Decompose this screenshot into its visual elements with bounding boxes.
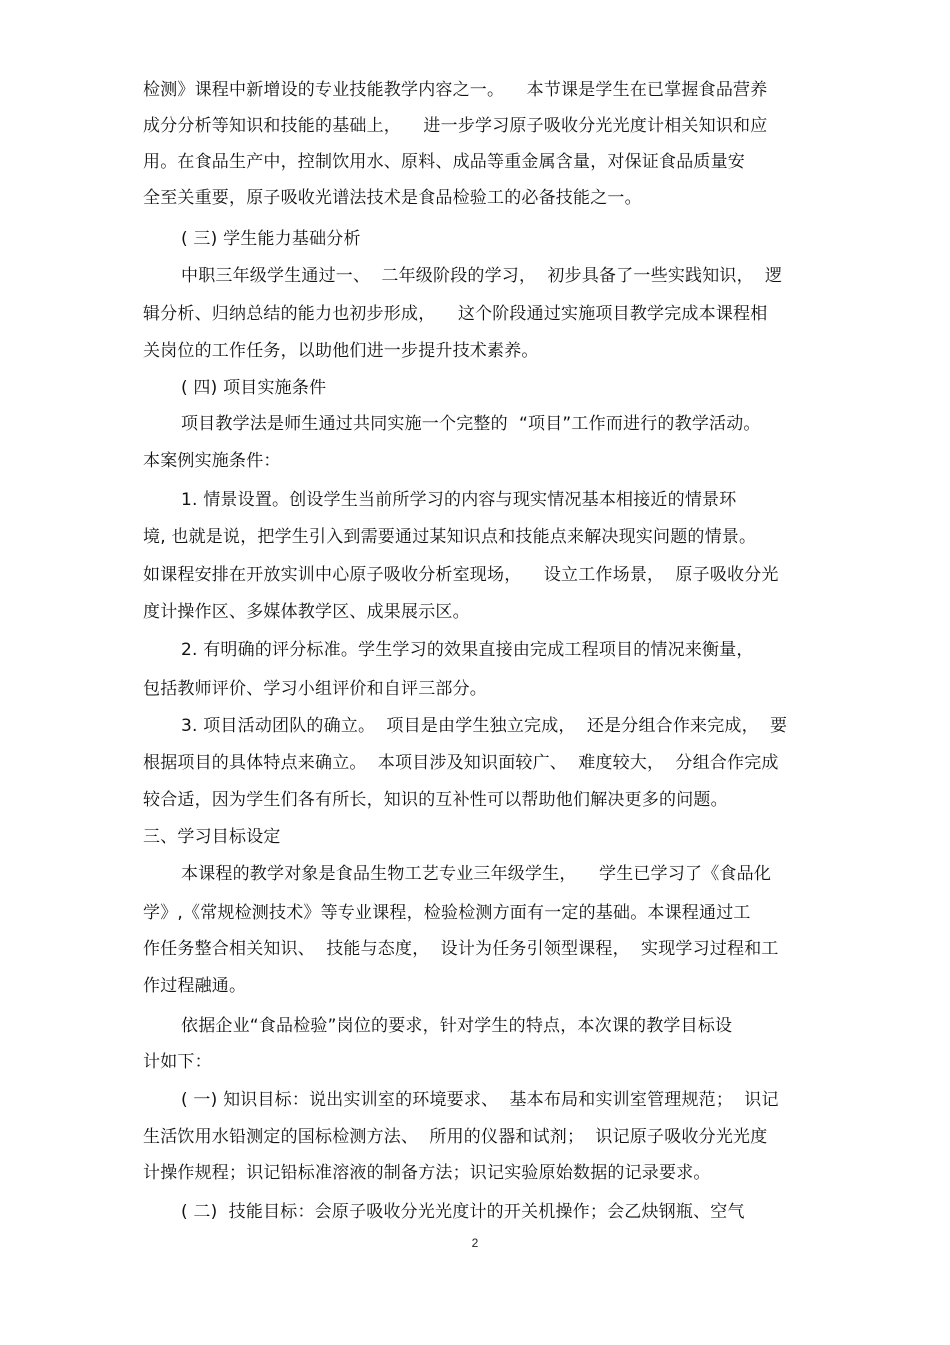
text-line: 本课程的教学对象是食品生物工艺专业三年级学生， 学生已学习了《食品化 [181, 864, 772, 884]
list-item: 3. 项目活动团队的确立。 项目是由学生独立完成， 还是分组合作来完成， 要 [181, 716, 788, 736]
text-line: 项目教学法是师生通过共同实施一个完整的 “项目”工作而进行的教学活动。 [181, 414, 761, 434]
section-heading: ( 四) 项目实施条件 [181, 378, 327, 398]
text-line: 计操作规程；识记铅标准溶液的制备方法；识记实验原始数据的记录要求。 [143, 1163, 711, 1183]
page-number: 2 [471, 1236, 479, 1250]
text-line: 如课程安排在开放实训中心原子吸收分析室现场， 设立工作场景， 原子吸收分光 [143, 565, 779, 585]
text-line: 生活饮用水铅测定的国标检测方法、 所用的仪器和试剂； 识记原子吸收分光光度 [143, 1127, 768, 1147]
text-line: 较合适，因为学生们各有所长，知识的互补性可以帮助他们解决更多的问题。 [143, 790, 728, 810]
text-line: ( 二) 技能目标：会原子吸收分光光度计的开关机操作；会乙炔钢瓶、空气 [181, 1202, 745, 1222]
list-item: 1. 情景设置。创设学生当前所学习的内容与现实情况基本相接近的情景环 [181, 490, 737, 510]
text-line: 本案例实施条件： [143, 451, 281, 471]
text-line: 关岗位的工作任务，以助他们进一步提升技术素养。 [143, 341, 539, 361]
text-line: 包括教师评价、学习小组评价和自评三部分。 [143, 679, 487, 699]
text-line: 依据企业“食品检验”岗位的要求，针对学生的特点，本次课的教学目标设 [181, 1016, 733, 1036]
text-line: 检测》课程中新增设的专业技能教学内容之一。 本节课是学生在已掌握食品营养 [143, 80, 768, 100]
text-line: 用。在食品生产中，控制饮用水、原料、成品等重金属含量，对保证食品质量安 [143, 152, 745, 172]
text-line: 根据项目的具体特点来确立。 本项目涉及知识面较广、 难度较大， 分组合作完成 [143, 753, 779, 773]
text-line: 成分分析等知识和技能的基础上， 进一步学习原子吸收分光光度计相关知识和应 [143, 116, 768, 136]
text-line: 辑分析、归纳总结的能力也初步形成， 这个阶段通过实施项目教学完成本课程相 [143, 304, 768, 324]
text-line: 计如下： [143, 1052, 212, 1072]
text-line: ( 一) 知识目标：说出实训室的环境要求、 基本布局和实训室管理规范； 识记 [181, 1090, 779, 1110]
text-line: 度计操作区、多媒体教学区、成果展示区。 [143, 602, 470, 622]
text-line: 中职三年级学生通过一、 二年级阶段的学习， 初步具备了一些实践知识， 逻 [181, 266, 783, 286]
text-line: 作任务整合相关知识、 技能与态度， 设计为任务引领型课程， 实现学习过程和工 [143, 939, 779, 959]
list-item: 2. 有明确的评分标准。学生学习的效果直接由完成工程项目的情况来衡量， [181, 640, 754, 660]
section-heading: 三、学习目标设定 [143, 827, 281, 847]
text-line: 作过程融通。 [143, 976, 247, 996]
section-heading: ( 三) 学生能力基础分析 [181, 229, 361, 249]
text-line: 学》,《常规检测技术》等专业课程，检验检测方面有一定的基础。本课程通过工 [143, 903, 751, 923]
text-line: 全至关重要，原子吸收光谱法技术是食品检验工的必备技能之一。 [143, 188, 642, 208]
text-line: 境, 也就是说，把学生引入到需要通过某知识点和技能点来解决现实问题的情景。 [143, 527, 757, 547]
